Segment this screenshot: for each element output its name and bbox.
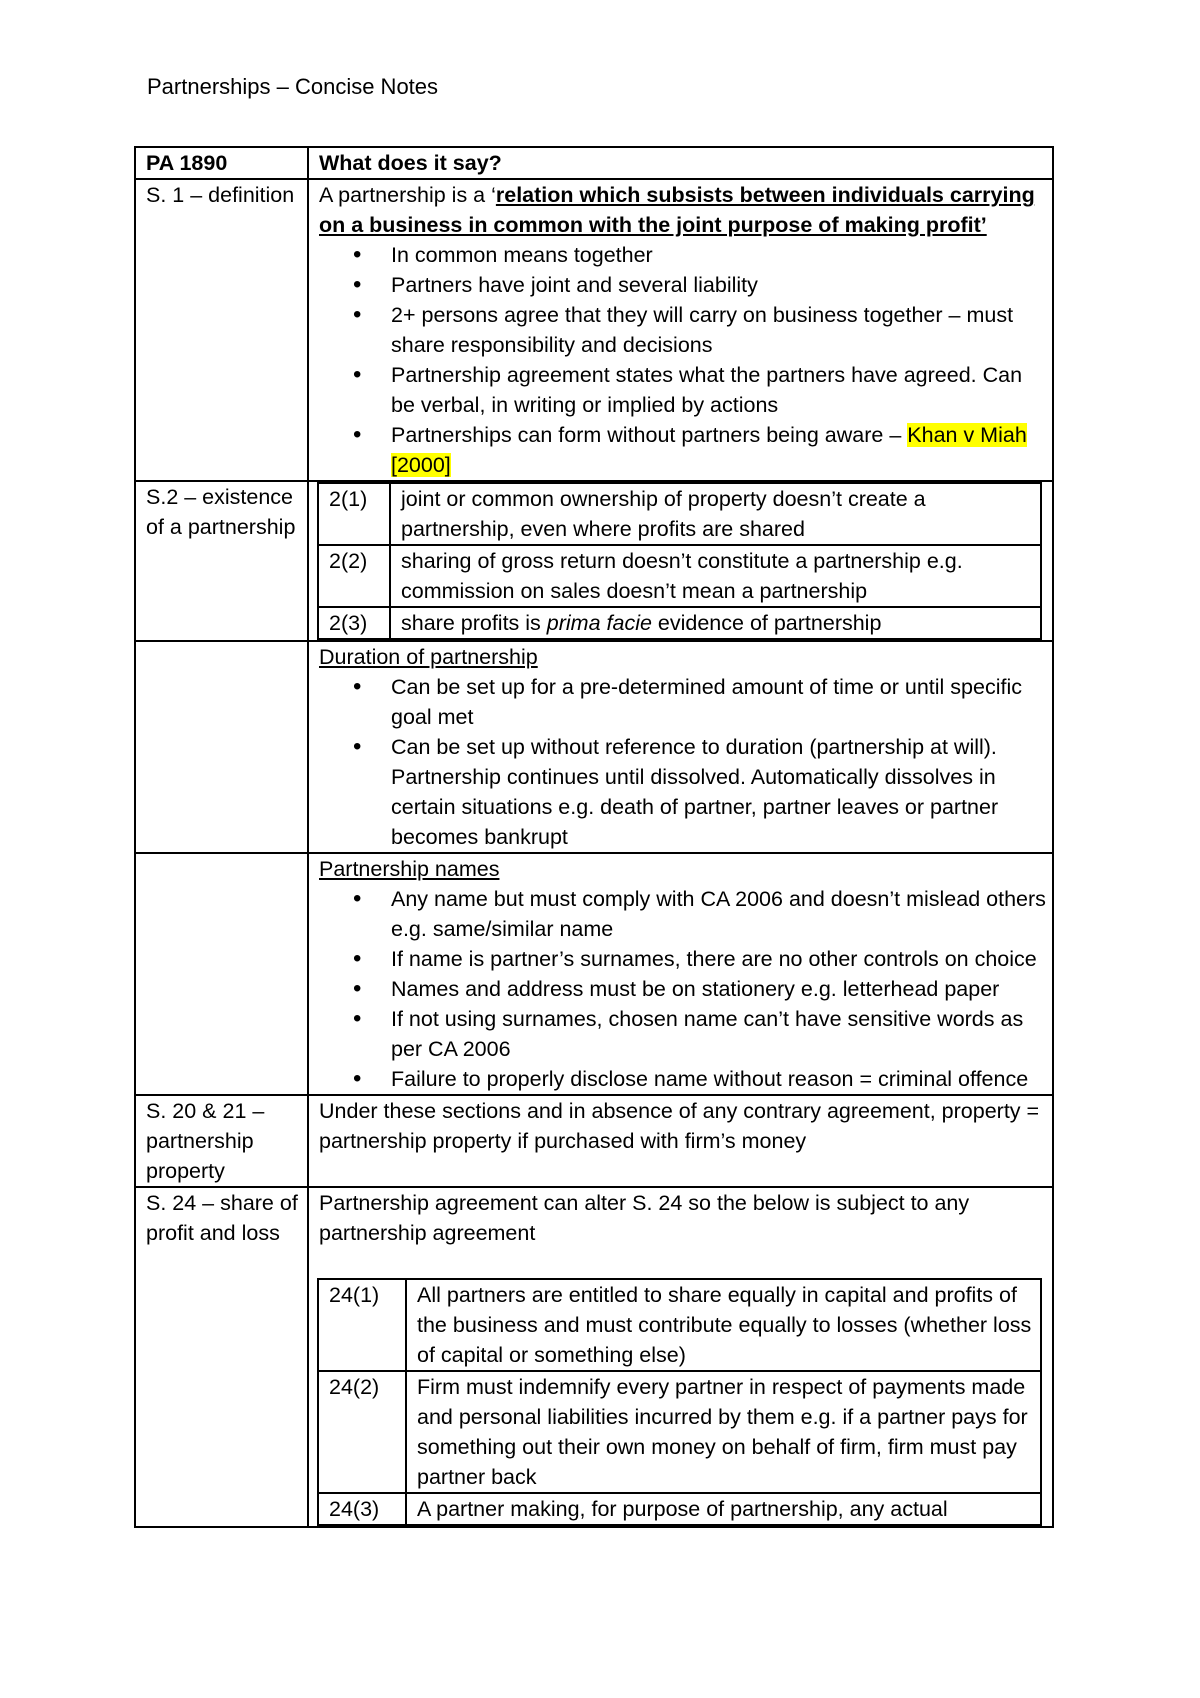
subsection-key: 2(1) <box>318 483 390 545</box>
subsection-text: joint or common ownership of property doesn’t create a partnership, even where profits are shared <box>390 483 1041 545</box>
section-label: S. 24 – share of profit and loss <box>135 1187 308 1527</box>
list-item: • Can be set up for a pre-determined amount of time or until specific goal met <box>391 672 1046 732</box>
table-header-row <box>135 147 1053 179</box>
section-content <box>308 179 1053 481</box>
list-item: • If not using surnames, chosen name can’t have sensitive words as per CA 2006 <box>391 1004 1046 1064</box>
subsection-key: 2(3) <box>318 607 390 639</box>
section-content <box>308 853 1053 1095</box>
page-title: Partnerships – Concise Notes <box>147 74 439 99</box>
s1-bullet-list <box>319 240 1046 480</box>
table-row-s1 <box>135 179 1053 481</box>
subsection-text: Firm must indemnify every partner in respect of payments made and personal liabilities incurred by them e.g. if a partner pays for something out their own money on behalf of firm, firm must pay partner back <box>406 1371 1041 1493</box>
s24-subtable <box>317 1278 1042 1526</box>
subtable-row <box>318 545 1041 607</box>
section-label-empty <box>135 641 308 853</box>
list-item-text: Partnerships can form without partners being aware – <box>391 423 908 447</box>
table-row-s24 <box>135 1187 1053 1527</box>
subsection-key: 24(3) <box>318 1493 406 1525</box>
list-item: • If name is partner’s surnames, there are no other controls on choice <box>391 944 1046 974</box>
subsection-text: A partner making, for purpose of partnership, any actual <box>406 1493 1041 1525</box>
section-label-empty <box>135 853 308 1095</box>
subsection-text: All partners are entitled to share equally in capital and profits of the business and must contribute equally to losses (whether loss of capital or something else) <box>406 1279 1041 1371</box>
section-label: S. 1 – definition <box>135 179 308 481</box>
subtable-row <box>318 1493 1041 1525</box>
section-label: S.2 – existence of a partnership <box>135 481 308 641</box>
list-item: • Any name but must comply with CA 2006 and doesn’t mislead others e.g. same/similar name <box>391 884 1046 944</box>
text-part: evidence of partnership <box>651 611 882 635</box>
definition-intro: A partnership is a ‘ <box>319 183 496 207</box>
subsection-key: 24(1) <box>318 1279 406 1371</box>
case-citation-highlight: Khan v Miah [2000] <box>391 423 1027 477</box>
duration-heading: Duration of partnership <box>319 645 538 669</box>
subsection-text: sharing of gross return doesn’t constitute a partnership e.g. commission on sales doesn’t mean a partnership <box>390 545 1041 607</box>
section-content <box>308 481 1053 641</box>
section-label: S. 20 & 21 – partnership property <box>135 1095 308 1187</box>
names-bullet-list <box>319 884 1046 1094</box>
list-item: • Failure to properly disclose name without reason = criminal offence <box>391 1064 1046 1094</box>
definition-quote: relation which subsists between individuals carrying on a business in common with the joint purpose of making profit’ <box>319 183 1035 237</box>
s2-subtable <box>317 482 1042 640</box>
subsection-key: 24(2) <box>318 1371 406 1493</box>
section-content: Under these sections and in absence of any contrary agreement, property = partnership property if purchased with firm’s money <box>308 1095 1053 1187</box>
duration-bullet-list <box>319 672 1046 852</box>
names-heading: Partnership names <box>319 857 500 881</box>
text-part: share profits is <box>401 611 547 635</box>
s24-subtable-wrap <box>317 1248 1042 1526</box>
list-item: • Names and address must be on stationery e.g. letterhead paper <box>391 974 1046 1004</box>
table-row-s2 <box>135 481 1053 641</box>
list-item: • Partners have joint and several liability <box>391 270 1046 300</box>
list-item: • In common means together <box>391 240 1046 270</box>
section-content <box>308 1187 1053 1527</box>
section-content <box>308 641 1053 853</box>
definition-text <box>319 180 1046 240</box>
subtable-row <box>318 1279 1041 1371</box>
italic-term: prima facie <box>546 611 652 635</box>
header-col1: PA 1890 <box>135 147 308 179</box>
s24-intro: Partnership agreement can alter S. 24 so the below is subject to any partnership agreement <box>319 1191 970 1245</box>
subtable-row <box>318 607 1041 639</box>
subsection-text <box>390 607 1041 639</box>
subsection-key: 2(2) <box>318 545 390 607</box>
header-col2: What does it say? <box>308 147 1053 179</box>
notes-table <box>134 146 1054 1528</box>
table-row-s20 <box>135 1095 1053 1187</box>
list-item: • Can be set up without reference to duration (partnership at will). Partnership continues until dissolved. Automatically dissolves in certain situations e.g. death of partner, partner leaves or partner becomes bankrupt <box>391 732 1046 852</box>
list-item: • Partnership agreement states what the partners have agreed. Can be verbal, in writing or implied by actions <box>391 360 1046 420</box>
subtable-row <box>318 1371 1041 1493</box>
list-item <box>391 420 1046 480</box>
table-row-names <box>135 853 1053 1095</box>
table-row-duration <box>135 641 1053 853</box>
subtable-row <box>318 483 1041 545</box>
list-item: • 2+ persons agree that they will carry on business together – must share responsibility and decisions <box>391 300 1046 360</box>
